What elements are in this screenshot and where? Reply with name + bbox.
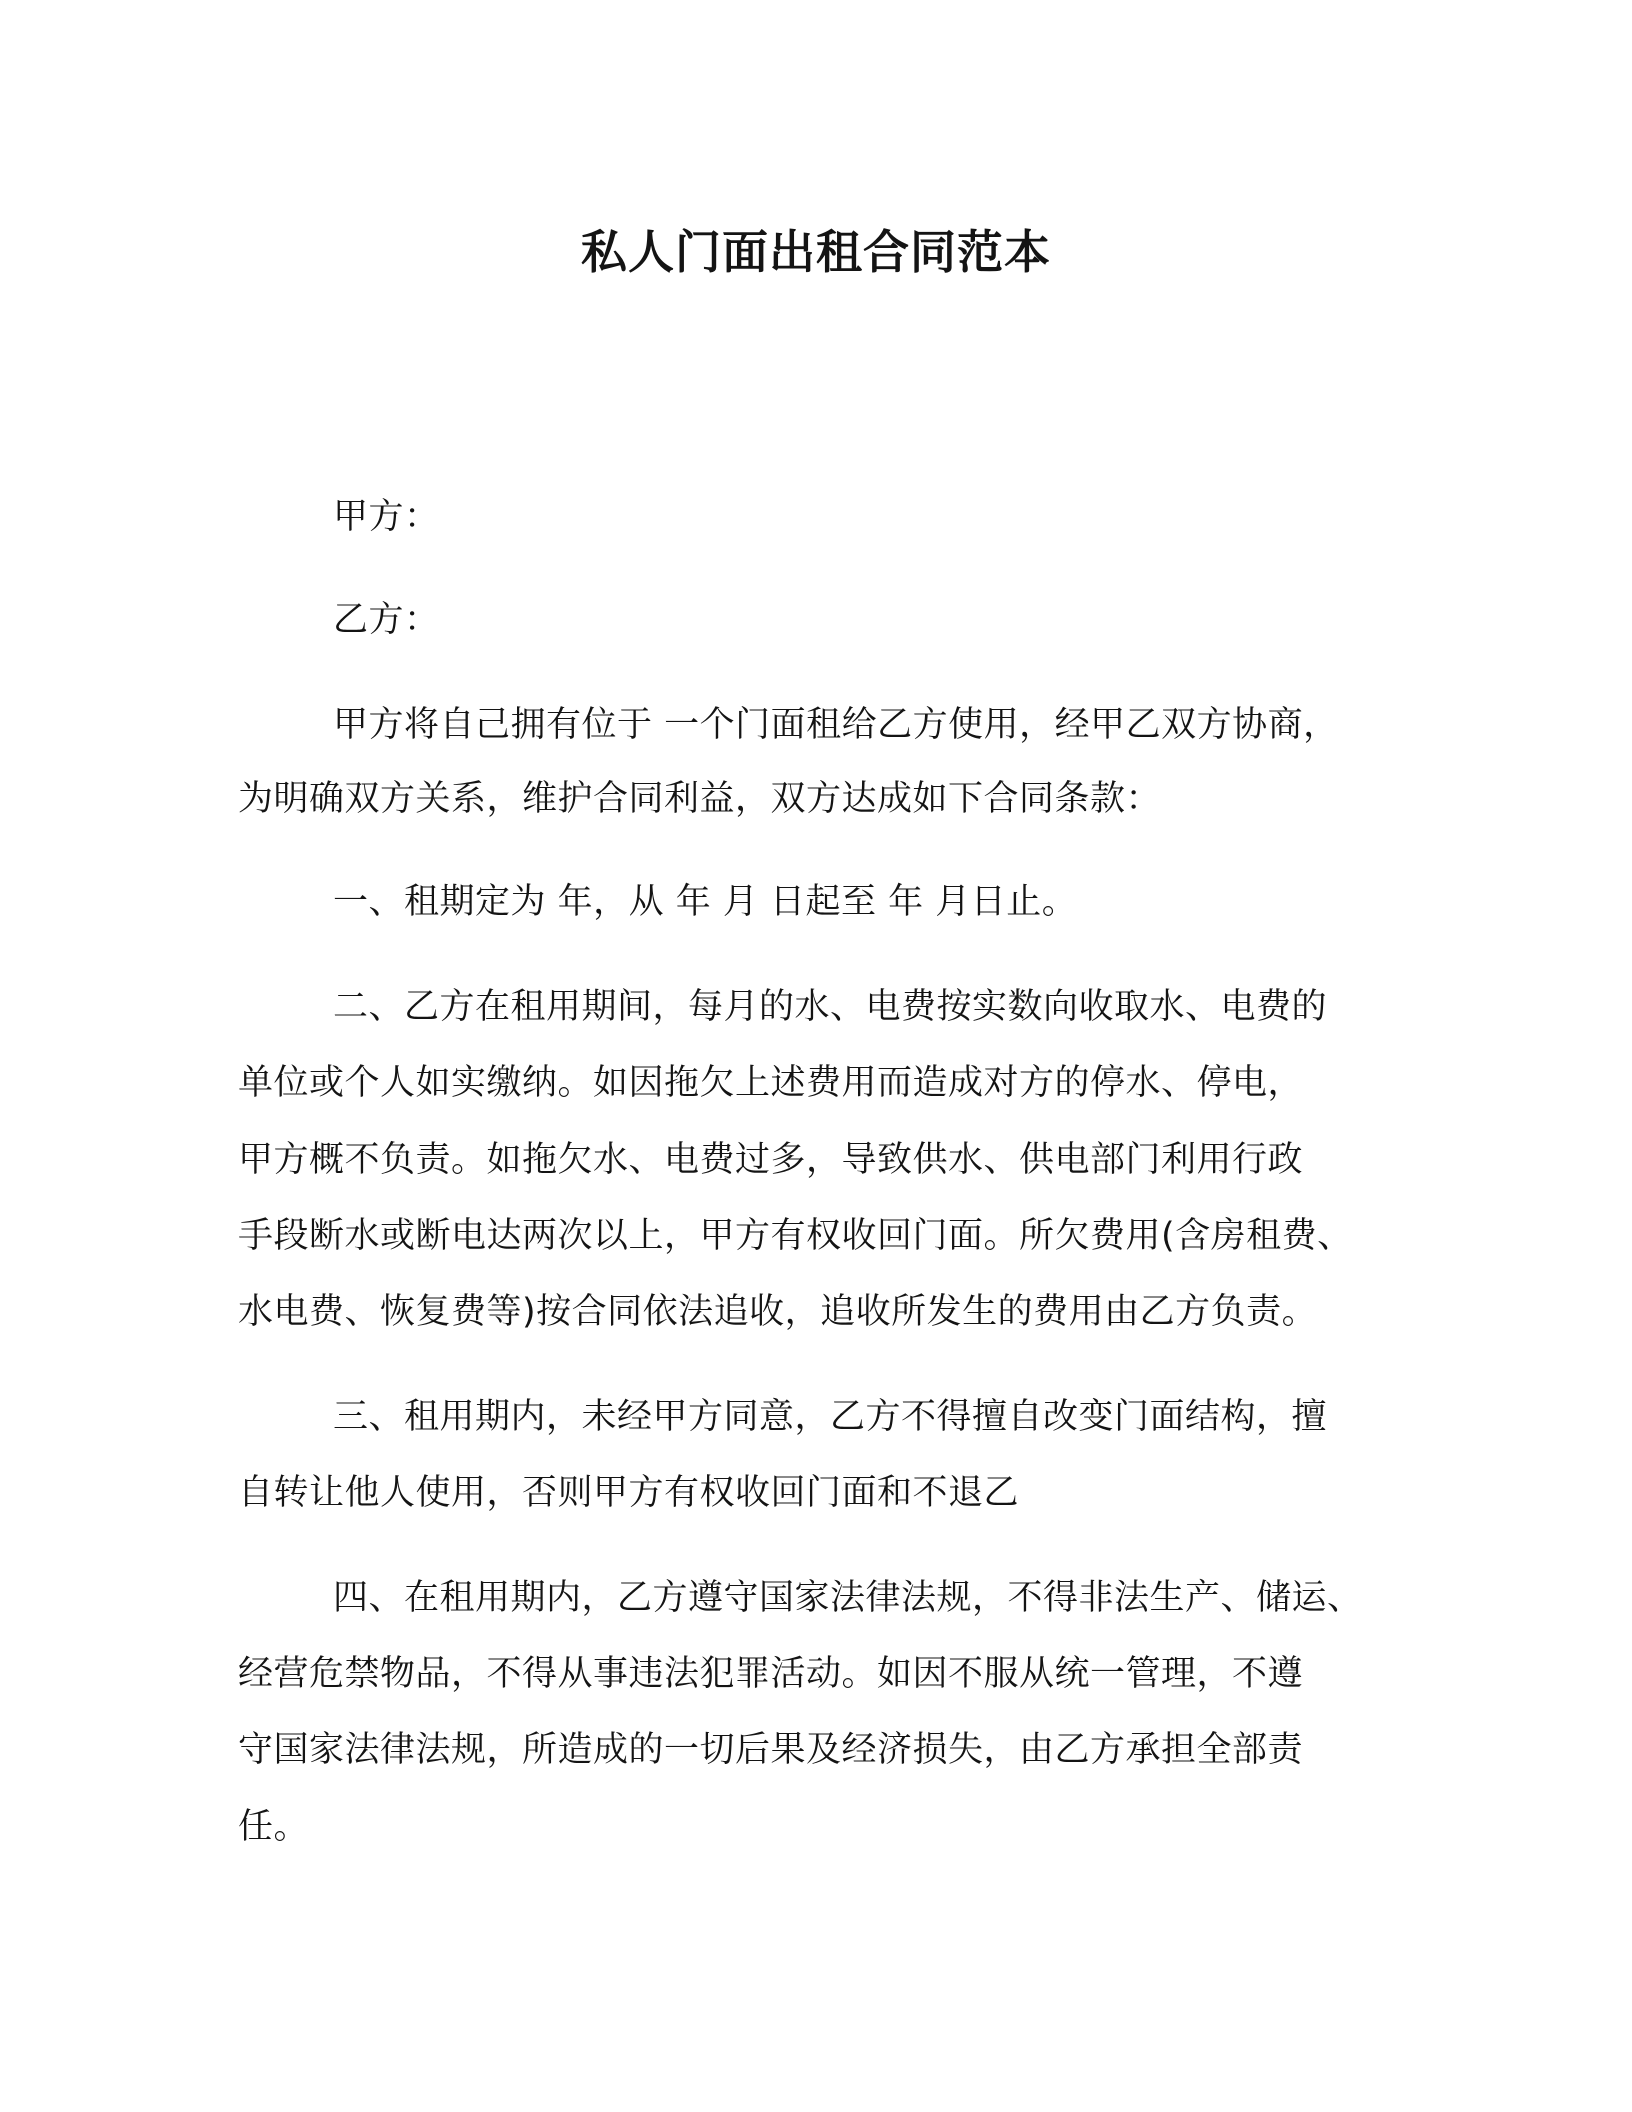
intro-line: 甲方将自己拥有位于 一个门面租给乙方使用，经甲乙双方协商， — [333, 705, 1339, 745]
clause-2-line: 手段断水或断电达两次以上，甲方有权收回门面。所欠费用(含房租费、 — [238, 1216, 1353, 1256]
party-b-label: 乙方： — [333, 600, 440, 640]
clause-2-line: 二、乙方在租用期间，每月的水、电费按实数向收取水、电费的 — [333, 987, 1328, 1027]
clause-1-line: 一、租期定为 年，从 年 月 日起至 年 月日止。 — [333, 882, 1078, 922]
clause-4-line: 任。 — [238, 1807, 310, 1847]
clause-4-line: 守国家法律法规，所造成的一切后果及经济损失，由乙方承担全部责 — [238, 1730, 1304, 1770]
clause-3-line: 三、租用期内，未经甲方同意，乙方不得擅自改变门面结构，擅 — [333, 1397, 1328, 1437]
clause-2-line: 水电费、恢复费等)按合同依法追收，追收所发生的费用由乙方负责。 — [238, 1292, 1318, 1332]
clause-4-line: 四、在租用期内，乙方遵守国家法律法规，不得非法生产、储运、 — [333, 1578, 1363, 1618]
clause-2-line: 甲方概不负责。如拖欠水、电费过多，导致供水、供电部门利用行政 — [238, 1140, 1304, 1180]
clause-3-line: 自转让他人使用，否则甲方有权收回门面和不退乙 — [238, 1473, 1020, 1513]
intro-line: 为明确双方关系，维护合同利益，双方达成如下合同条款： — [238, 779, 1162, 819]
clause-4-line: 经营危禁物品，不得从事违法犯罪活动。如因不服从统一管理，不遵 — [238, 1654, 1304, 1694]
clause-2-line: 单位或个人如实缴纳。如因拖欠上述费用而造成对方的停水、停电， — [238, 1063, 1304, 1103]
party-a-label: 甲方： — [333, 497, 440, 537]
document-title: 私人门面出租合同范本 — [581, 225, 1051, 279]
